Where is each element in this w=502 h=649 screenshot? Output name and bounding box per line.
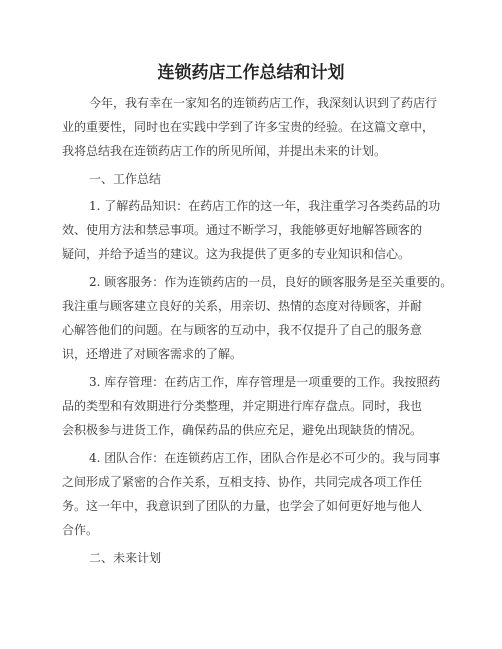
item3-line-1: 3. 库存管理：在药店工作，库存管理是一项重要的工作。我按照药 [89,375,441,389]
intro-line-2: 业的重要性，同时也在实践中学到了许多宝贵的经验。在这篇文章中， [62,120,435,134]
item2-line-2: 我注重与顾客建立良好的关系，用亲切、热情的态度对待顾客，并耐 [62,299,423,313]
item4-line-1: 4. 团队合作：在连锁药店工作，团队合作是必不可少的。我与同事 [89,451,441,465]
intro-line-1: 今年，我有幸在一家知名的连锁药店工作，我深刻认识到了药店行 [89,96,438,110]
item2-line-1: 2. 顾客服务：作为连锁药店的一员，良好的顾客服务是至关重要的。 [89,275,453,289]
item4-line-2: 之间形成了紧密的合作关系，互相支持、协作，共同完成各项工作任 [62,475,423,489]
item4-line-4: 合作。 [62,523,99,537]
item2-line-3: 心解答他们的问题。在与顾客的互动中，我不仅提升了自己的服务意 [62,323,423,337]
section-heading-plan: 二、未来计划 [89,551,162,565]
intro-line-3: 我将总结我在连锁药店工作的所见所闻，并提出未来的计划。 [62,144,387,158]
item2-line-4: 识，还增进了对顾客需求的了解。 [62,347,243,361]
item3-line-2: 品的类型和有效期进行分类整理，并定期进行库存盘点。同时，我也 [62,399,423,413]
document-title: 连锁药店工作总结和计划 [157,63,345,83]
section-heading-summary: 一、工作总结 [89,172,162,186]
item4-line-3: 务。这一年中，我意识到了团队的力量，也学会了如何更好地与他人 [62,499,423,513]
item1-line-3: 疑问，并给予适当的建议。这为我提供了更多的专业知识和信心。 [62,247,411,261]
item3-line-3: 会积极参与进货工作，确保药品的供应充足，避免出现缺货的情况。 [62,423,423,437]
item1-line-1: 1. 了解药品知识：在药店工作的这一年，我注重学习各类药品的功 [89,199,441,213]
item1-line-2: 效、使用方法和禁忌事项。通过不断学习，我能够更好地解答顾客的 [62,223,423,237]
